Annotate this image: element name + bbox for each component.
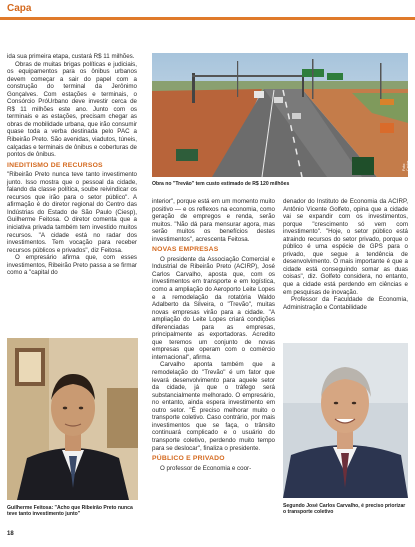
paragraph: ida sua primeira etapa, custará R$ 11 milhões.: [7, 53, 135, 60]
road-photo-caption: Obra no "Trevão" tem custo estimado de R$ 120 milhões: [152, 181, 290, 187]
subheading-publico-privado: PÚBLICO E PRIVADO: [152, 455, 225, 463]
paragraph: O presidente da Associação Comercial e Industrial de Ribeirão Preto (ACIRP), José Carlos Carvalho, aposta que, com os investimentos em transporte e em logística, como a ampliação do Aeroporto Leite Lopes e a remodelação da rotatória Waldo Adalberto da Silveira, o "Trevão", muitas novas empresas virão para a cidade. "A ampliação do Leite Lopes criará condições diferenciadas para as empresas, principalmente as exportadoras. Acredito que teremos um conjunto de novas empresas que operam com o comércio internacional", afirma.: [152, 255, 275, 361]
article-column-3: [283, 198, 408, 311]
paragraph: O professor de Economia e coor-: [160, 464, 252, 472]
page-header: [0, 0, 415, 40]
road-photo: [152, 53, 414, 177]
portrait-image: [7, 338, 138, 500]
portrait-jose-carlos-carvalho: [283, 343, 408, 498]
header-rule: [0, 17, 415, 20]
subheading-novas-empresas: NOVAS EMPRESAS: [152, 246, 219, 254]
paragraph: interior", porque está em um momento muito positivo — e os reflexos na economia, como geração de empregos e renda, serão muitos. "Não dá para mensurar agora, mas serão muitos os benefícios destes investimentos", acrescenta Feitosa.: [152, 198, 275, 243]
paragraph: O empresário afirma que, com esses investimentos, Ribeirão Preto passa a se firmar como a "capital do: [7, 254, 137, 277]
paragraph: "Ribeirão Preto nunca teve tanto investimento junto. Isso mostra que o pessoal da cidade, falando da classe política, soube reivindicar os recursos que irão para o setor público". A afirmação é do diretor regional do Centro das Indústrias do Estado de São Paulo (Ciesp), Guilherme Feitosa. O diretor comenta que a iniciativa privada também tem investido muitos recursos. "A cidade está no radar dos investimentos. Tem vocação para receber recursos públicos e privados", diz Feitosa.: [7, 171, 137, 254]
article-column-1: [7, 53, 137, 277]
paragraph: denador do Instituto de Economia da ACIRP, Antônio Vicente Golfeto, opina que a cidade vai se expandir com os investimentos, porque "crescimento só vem com investimento". "Hoje, o setor público está atraindo recursos do setor privado, porque o público é uma espécie de GPS para o privado, que segue a tendência de desenvolvimento. O mais importante é que a cidade está conseguindo somar as duas coisas", diz. Golfeto considera, no entanto, que a cidade está perdendo em ciências e em pesquisas de inovação.: [283, 198, 408, 296]
section-label: Capa: [7, 3, 32, 14]
paragraph: Professor da Faculdade de Economia, Administração e Contabilidade: [283, 296, 408, 311]
carvalho-caption: Segundo José Carlos Carvalho, é preciso priorizar o transporte coletivo: [283, 503, 406, 516]
portrait-image: [283, 343, 408, 498]
photo-credit: Foto: Carlos Lemos: [402, 160, 414, 171]
page-number: 18: [7, 531, 14, 537]
paragraph: Obras de muitas brigas políticas e judiciais, os equipamentos para os ônibus urbanos devem começar a sair do papel com a construção do terminal da Jerônimo Gonçalves. Com estações e terminais, o Consórcio PróUrbano deve investir cerca de R$ 11 milhões este ano. Junto com os terminais e as estações, precisam chegar as obras de mobilidade urbana, que irão consumir quase toda a verba destinada pelo PAC a Ribeirão Preto. São avenidas, viadutos, túneis, calçadas e terminais de ônibus e coberturas de pontos de ônibus.: [7, 60, 137, 159]
paragraph: Carvalho aponta também que a remodelação do "Trevão" é um fator que levará desenvolvimento para aquele setor da cidade, já que o tráfego será substancialmente melhorado. O empresário, no entanto, ainda espera investimento em outro setor. "É preciso melhorar muito o transporte coletivo. Caso contrário, por mais investimentos que se faça, o trânsito continuará complicado e o usuário do transporte coletivo, perdendo muito tempo para se deslocar", finaliza o presidente.: [152, 361, 275, 452]
feitosa-caption: Guilherme Feitosa: "Acho que Ribeirão Preto nunca teve tanto investimento junto": [7, 505, 133, 518]
portrait-guilherme-feitosa: [7, 338, 138, 500]
road-construction-image: [152, 53, 408, 177]
subheading-ineditismo: INEDITISMO DE RECURSOS: [7, 161, 103, 169]
article-column-2: [152, 198, 275, 472]
